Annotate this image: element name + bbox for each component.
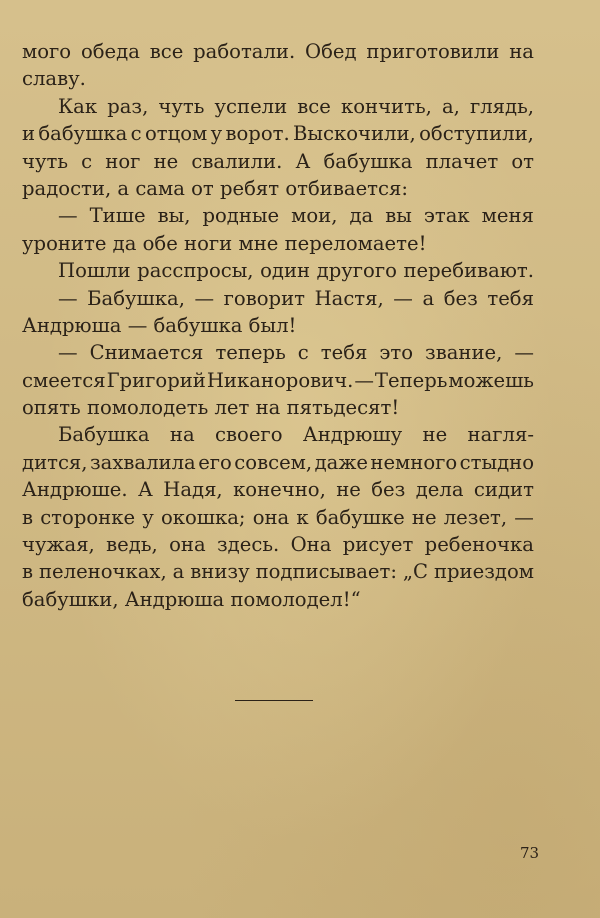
text-line: уроните да обе ноги мне переломаете! — [22, 231, 427, 255]
text-line: Бабушка на своего Андрюшу не нагля- — [58, 423, 534, 447]
text-line: Андрюше. А Надя, конечно, не без дела сидит — [22, 478, 534, 502]
text-line: и бабушка с отцом у ворот. Выскочили, обступили, — [22, 122, 534, 146]
text-line: — Бабушка, — говорит Настя, — а без тебя — [58, 286, 534, 310]
text-line: дится, захвалила его совсем, даже немного стыдно — [22, 450, 534, 474]
text-line: смеется Григорий Никанорович. — Теперь можешь — [22, 368, 534, 392]
text-line: в пеленочках, а внизу подписывает: „С приездом — [22, 560, 534, 584]
text-line: Как раз, чуть успели все кончить, а, глядь, — [58, 94, 534, 118]
text-line: Андрюша — бабушка был! — [22, 313, 297, 337]
text-line: — Тише вы, родные мои, да вы этак меня — [58, 204, 534, 228]
text-line: чуть с ног не свалили. А бабушка плачет от — [22, 149, 534, 173]
text-line: бабушки, Андрюша помолодел!“ — [22, 587, 361, 611]
text-line: мого обеда все работали. Обед приготовили на — [22, 40, 534, 63]
page-number: 73 — [520, 844, 540, 862]
text-line: — Снимается теперь с тебя это звание, — — [58, 341, 534, 365]
text-line: опять помолодеть лет на пятьдесят! — [22, 396, 400, 420]
text-line: в сторонке у окошка; она к бабушке не лезет, — — [22, 505, 534, 529]
section-divider — [235, 700, 313, 701]
text-line: Пошли расспросы, один другого перебивают. — [58, 259, 534, 283]
text-line: славу. — [22, 67, 86, 91]
text-line: чужая, ведь, она здесь. Она рисует ребеночка — [22, 533, 534, 557]
page-text — [22, 38, 534, 613]
text-line: радости, а сама от ребят отбивается: — [22, 176, 408, 200]
